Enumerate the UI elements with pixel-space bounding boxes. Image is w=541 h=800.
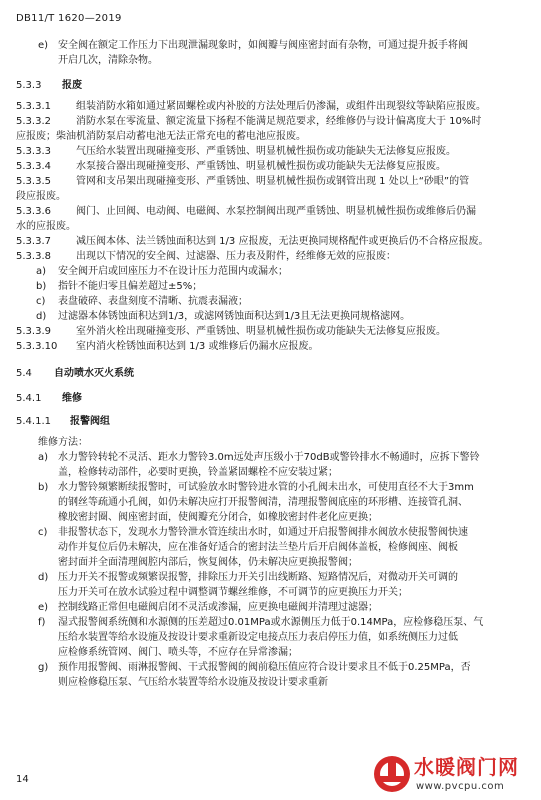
item-text: 安全阀开启或回座压力不在设计压力范围内或漏水； [58,266,288,277]
clause-number: 5.3.3.5 [16,176,51,187]
clause-continuation: 水的应报废。 [16,221,76,232]
clause [16,114,528,129]
list-item [36,294,528,309]
clause [16,159,528,174]
item-text: 压力开关不报警或频繁误报警，排除压力开关引出线断路、短路情况后，对微动开关可调的 [58,572,458,583]
item-text: 压给水装置等给水设施及按设计要求重新设定电接点压力表启停压力值，如系统侧压力过低 [58,632,458,643]
item-text: 则应检修稳压泵、气压给水装置等给水设施及按设计要求重新 [58,677,328,688]
section-heading [16,78,528,93]
clause [16,174,528,189]
clause [16,204,528,219]
section-heading [16,414,528,429]
list-item [38,660,528,675]
item-label: c) [38,527,48,538]
clause-text: 水泵接合器出现碰撞变形、严重锈蚀、明显机械性损伤或功能缺失无法修复应报废。 [76,161,446,172]
list-item [38,38,528,53]
section-title: 报警阀组 [70,416,110,427]
list-item [38,600,528,615]
list-item [38,615,528,630]
valve-logo-icon [372,754,412,794]
item-text: 压力开关可在放水试验过程中调整调节螺丝维修，不可调节的应更换压力开关； [58,587,408,598]
item-text: 控制线路正常但电磁阀启闭不灵活或渗漏，应更换电磁阀并清理过滤器； [58,602,378,613]
item-text: 动作并复位后仍未解决，应在准备好适合的密封法兰垫片后开启阀体盖板，检修阀座、阀板 [58,542,458,553]
clause-text: 室内消火栓锈蚀面积达到 1/3 或维修后仍漏水应报废。 [76,341,319,352]
clause-number: 5.3.3.8 [16,251,51,262]
section-title: 报废 [62,80,82,91]
clause-text: 出现以下情况的安全阀、过滤器、压力表及附件，经维修无效的应报废： [76,251,396,262]
item-label: d) [36,311,47,322]
watermark-url: www.pvcpu.com [416,781,505,792]
section-number: 5.4.1 [16,393,42,404]
clause [16,234,528,249]
clause-text: 阀门、止回阀、电动阀、电磁阀、水泵控制阀出现严重锈蚀、明显机械性损伤或维修后仍漏 [76,206,476,217]
page-number: 14 [16,774,29,785]
section-number: 5.4 [16,368,32,379]
clause-text: 消防水泵在零流量、额定流量下扬程不能满足规范要求，经维修仍与设计偏离度大于 10%时 [76,116,482,127]
item-text: 密封面并全面清理阀腔内部后，恢复阀体，仍未解决应更换报警阀； [58,557,358,568]
clause-text: 气压给水装置出现碰撞变形、严重锈蚀、明显机械性损伤或功能缺失无法修复应报废。 [76,146,456,157]
item-label: b) [36,281,47,292]
clause [16,99,528,114]
list-item [36,279,528,294]
section-number: 5.3.3 [16,80,42,91]
item-text: 非报警状态下，发现水力警铃泄水管连续出水时，如通过开启报警阀排水阀放水使报警阀快速 [58,527,468,538]
list-item [38,525,528,540]
clause-number: 5.3.3.10 [16,341,58,352]
item-text: 水力警铃转轮不灵活、距水力警铃3.0m远处声压级小于70dB或警铃排水不畅通时，应拆下警铃 [58,452,480,463]
page-body [16,38,528,690]
item-text: 预作用报警阀、雨淋报警阀、干式报警阀的阀前稳压值应符合设计要求且不低于0.25MPa，否 [58,662,471,673]
clause [16,339,528,354]
clause [16,144,528,159]
item-label: d) [38,572,49,583]
list-item [38,480,528,495]
list-item-continuation [38,53,528,68]
clause-continuation: 段应报废。 [16,191,66,202]
clause-text: 减压阀本体、法兰锈蚀面积达到 1/3 应报废，无法更换同规格配件或更换后仍不合格应报废。 [76,236,489,247]
section-title: 自动喷水灭火系统 [54,368,134,379]
section-number: 5.4.1.1 [16,416,51,427]
clause-text: 室外消火栓出现碰撞变形、严重锈蚀、明显机械性损伤或功能缺失无法修复应报废。 [76,326,446,337]
clause-number: 5.3.3.2 [16,116,51,127]
methods-intro: 维修方法： [38,437,88,448]
section-heading [16,391,528,406]
item-label: g) [38,662,49,673]
item-label: a) [36,266,47,277]
list-item [36,264,528,279]
item-text: 应检修系统管网、阀门、喷头等，不应存在异常渗漏； [58,647,298,658]
item-text: 指针不能归零且偏差超过±5%； [58,281,203,292]
watermark-name: 水暖阀门网 [414,755,519,779]
item-label: b) [38,482,49,493]
section-heading [16,366,528,381]
clause-text: 组装消防水箱如通过紧固螺栓或内补胶的方法处理后仍渗漏，或组件出现裂纹等缺陷应报废。 [76,101,486,112]
clause-number: 5.3.3.1 [16,101,51,112]
item-text: 湿式报警阀系统侧和水源侧的压差超过0.01MPa或水源侧压力低于0.14MPa，应检修稳压泵、气 [58,617,484,628]
clause-number: 5.3.3.9 [16,326,51,337]
clause [16,324,528,339]
item-text: 过滤器本体锈蚀面积达到1/3，或滤网锈蚀面积达到1/3且无法更换同规格滤网。 [58,311,411,322]
clause-number: 5.3.3.7 [16,236,51,247]
clause-number: 5.3.3.3 [16,146,51,157]
item-text: 开启几次，清除杂物。 [58,55,158,66]
item-text: 橡胶密封圈、阀座密封面，使阀瓣充分闭合，如橡胶密封件老化应更换； [58,512,378,523]
list-item [38,450,528,465]
clause-number: 5.3.3.4 [16,161,51,172]
document-header: DB11/T 1620—2019 [16,13,122,24]
item-text: 水力警铃频繁断续报警时，可试验放水时警铃进水管的小孔阀未出水，可使用直径不大于3mm [58,482,474,493]
item-label: a) [38,452,49,463]
clause-text: 管网和支吊架出现碰撞变形、严重锈蚀、明显机械性损伤或钢管出现 1 处以上“砂眼”的管 [76,176,470,187]
list-item [38,570,528,585]
clause [16,249,528,264]
clause-continuation: 应报废；柴油机消防泵启动蓄电池无法正常充电的蓄电池应报废。 [16,131,306,142]
item-label: e) [38,602,49,613]
item-text: 的钢丝等疏通小孔阀，如仍未解决应打开报警阀清，清理报警阀底座的环形槽、连接管孔洞、 [58,497,468,508]
item-text: 安全阀在额定工作压力下出现泄漏现象时，如阀瓣与阀座密封面有杂物，可通过提升扳手将阀 [58,40,468,51]
item-label: e) [38,40,49,51]
clause-number: 5.3.3.6 [16,206,51,217]
item-text: 盖，检修转动部件，必要时更换，铃盖紧固螺栓不应安装过紧； [58,467,338,478]
item-text: 表盘破碎、表盘刻度不清晰、抗震表漏液； [58,296,248,307]
item-label: c) [36,296,46,307]
watermark [372,754,532,796]
section-title: 维修 [62,393,82,404]
item-label: f) [38,617,46,628]
list-item [36,309,528,324]
